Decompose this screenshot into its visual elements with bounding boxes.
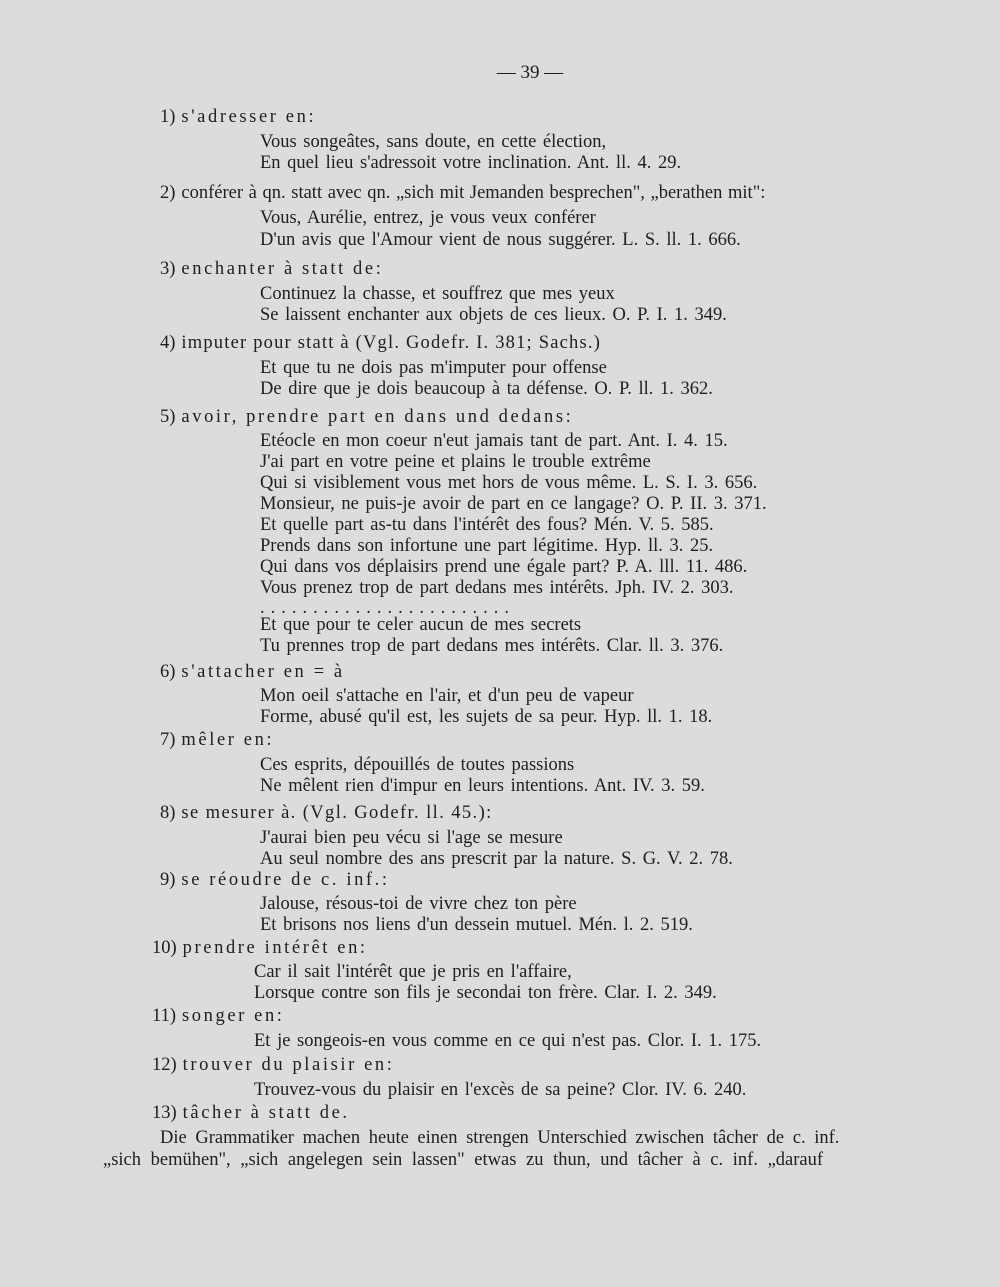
entry-heading-12: 12) trouver du plaisir en: [152,1055,395,1075]
quote-line: Trouvez-vous du plaisir en l'excès de sa peine? Clor. IV. 6. 240. [254,1080,747,1100]
quote-line: Vous, Aurélie, entrez, je vous veux conférer [260,208,596,228]
entry-heading-7: 7) mêler en: [160,730,275,750]
quote-line: Et que pour te celer aucun de mes secrets [260,615,582,635]
paragraph-line: Die Grammatiker machen heute einen strengen Unterschied zwischen tâcher de c. inf. [160,1128,840,1148]
quote-line: J'ai part en votre peine et plains le trouble extrême [260,452,651,472]
quote-line: Jalouse, résous-toi de vivre chez ton père [260,894,577,914]
quote-line: Et quelle part as-tu dans l'intérêt des fous? Mén. V. 5. 585. [260,515,714,535]
entry-heading-2: 2) conférer à qn. statt avec qn. „sich mit Jemanden besprechen", „berathen mit": [160,183,766,203]
ellipsis-dots: ........................ [260,598,515,618]
quote-line: Ces esprits, dépouillés de toutes passions [260,755,575,775]
entry-heading-10: 10) prendre intérêt en: [152,938,368,958]
quote-line: En quel lieu s'adressoit votre inclination. Ant. ll. 4. 29. [260,153,682,173]
quote-line: Ne mêlent rien d'impur en leurs intentions. Ant. IV. 3. 59. [260,776,705,796]
quote-line: Tu prennes trop de part dedans mes intérêts. Clar. ll. 3. 376. [260,636,724,656]
entry-heading-6: 6) s'attacher en = à [160,662,345,682]
quote-line: Etéocle en mon coeur n'eut jamais tant de part. Ant. I. 4. 15. [260,431,728,451]
quote-line: Forme, abusé qu'il est, les sujets de sa peur. Hyp. ll. 1. 18. [260,707,713,727]
quote-line: Vous prenez trop de part dedans mes intérêts. Jph. IV. 2. 303. [260,578,734,598]
quote-line: Qui dans vos déplaisirs prend une égale part? P. A. lll. 11. 486. [260,557,748,577]
paragraph-line: „sich bemühen", „sich angelegen sein lassen" etwas zu thun, und tâcher à c. inf. „darauf [103,1150,824,1170]
entry-heading-13: 13) tâcher à statt de. [152,1103,350,1123]
page-number: — 39 — [496,62,564,83]
quote-line: J'aurai bien peu vécu si l'age se mesure [260,828,563,848]
entry-heading-9: 9) se réoudre de c. inf.: [160,870,390,890]
quote-line: Se laissent enchanter aux objets de ces lieux. O. P. I. 1. 349. [260,305,727,325]
quote-line: Car il sait l'intérêt que je pris en l'affaire, [254,962,572,982]
quote-line: Continuez la chasse, et souffrez que mes yeux [260,284,615,304]
entry-heading-8: 8) se mesurer à. (Vgl. Godefr. ll. 45.): [160,803,493,823]
quote-line: Prends dans son infortune une part légitime. Hyp. ll. 3. 25. [260,536,714,556]
quote-line: De dire que je dois beaucoup à ta défense. O. P. ll. 1. 362. [260,379,713,399]
quote-line: Et que tu ne dois pas m'imputer pour offense [260,358,607,378]
entry-heading-5: 5) avoir, prendre part en dans und dedans: [160,407,574,427]
quote-line: Qui si visiblement vous met hors de vous même. L. S. I. 3. 656. [260,473,758,493]
quote-line: Et je songeois-en vous comme en ce qui n'est pas. Clor. I. 1. 175. [254,1031,762,1051]
entry-heading-3: 3) enchanter à statt de: [160,259,384,279]
quote-line: Au seul nombre des ans prescrit par la nature. S. G. V. 2. 78. [260,849,733,869]
entry-heading-11: 11) songer en: [152,1006,285,1026]
quote-line: D'un avis que l'Amour vient de nous suggérer. L. S. ll. 1. 666. [260,230,741,250]
quote-line: Et brisons nos liens d'un dessein mutuel. Mén. l. 2. 519. [260,915,693,935]
quote-line: Vous songeâtes, sans doute, en cette élection, [260,132,607,152]
entry-heading-1: 1) s'adresser en: [160,107,317,127]
quote-line: Monsieur, ne puis-je avoir de part en ce langage? O. P. II. 3. 371. [260,494,767,514]
entry-heading-4: 4) imputer pour statt à (Vgl. Godefr. I. 381; Sachs.) [160,333,602,353]
quote-line: Mon oeil s'attache en l'air, et d'un peu de vapeur [260,686,634,706]
quote-line: Lorsque contre son fils je secondai ton frère. Clar. I. 2. 349. [254,983,717,1003]
